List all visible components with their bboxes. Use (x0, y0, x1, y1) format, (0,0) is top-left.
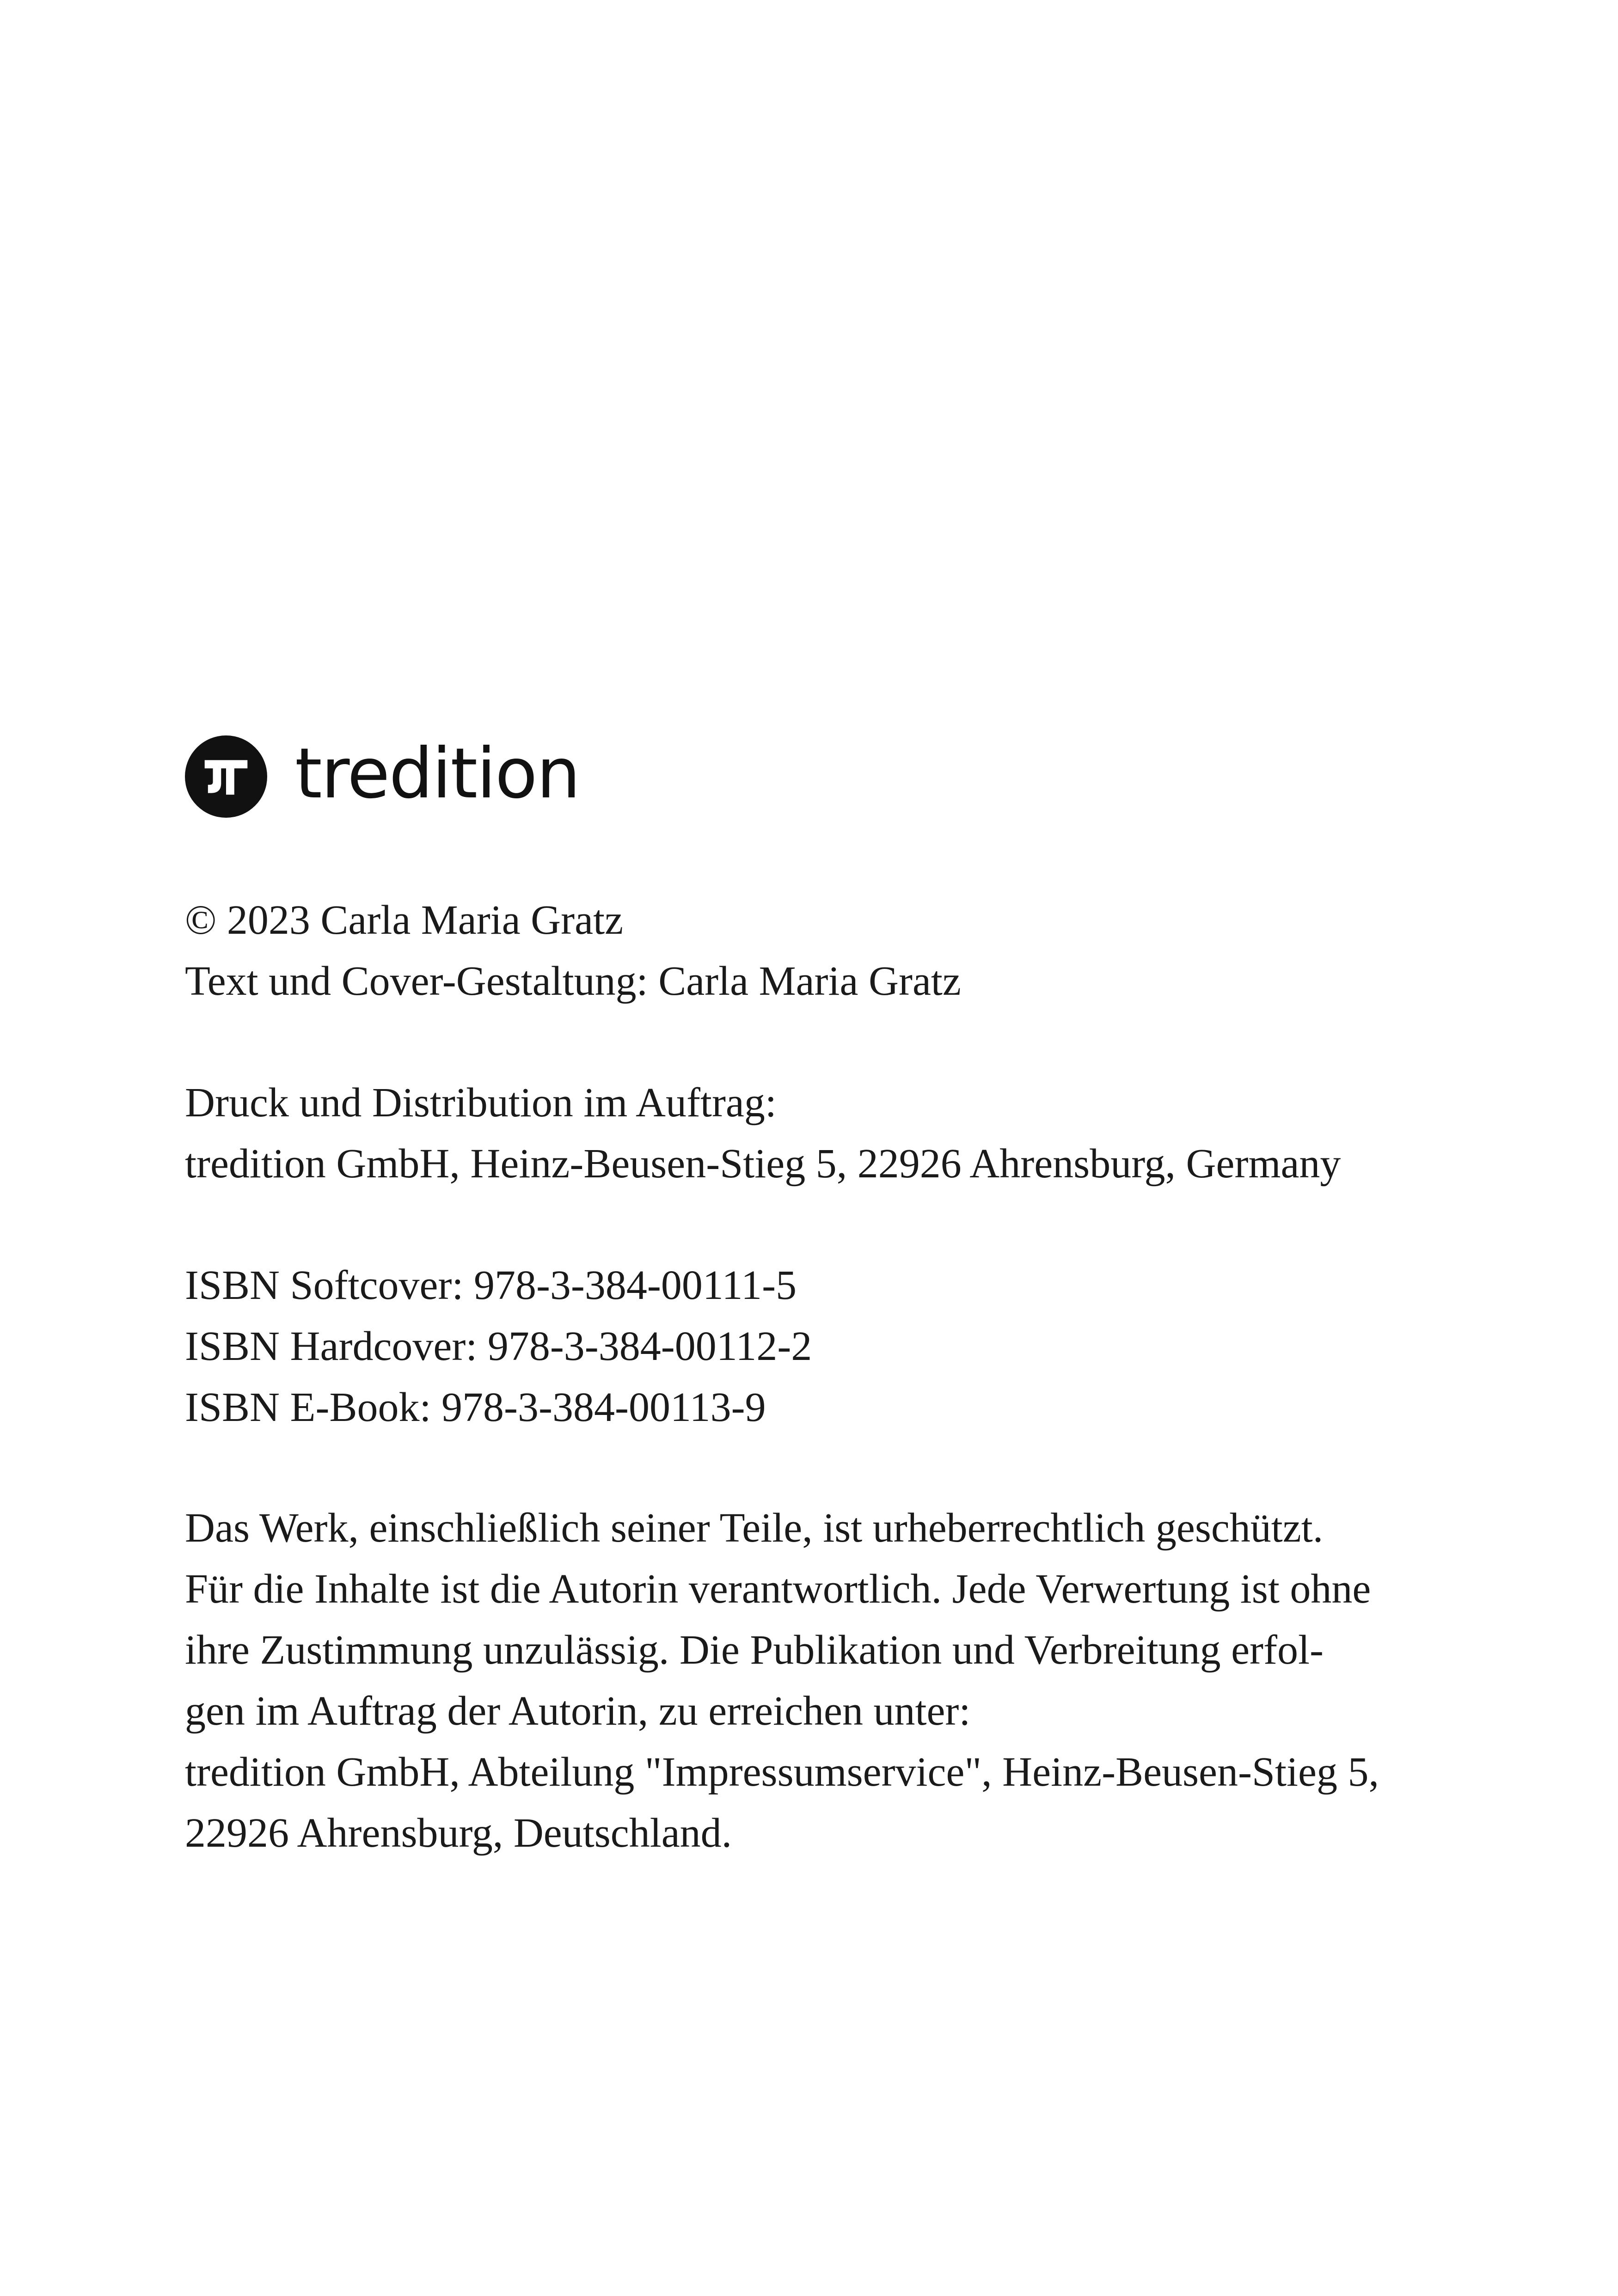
copyright-block (185, 890, 1479, 1012)
brand-wordmark: tredition (295, 734, 580, 814)
publisher-address: tredition GmbH, Heinz-Beusen-Stieg 5, 22926 Ahrensburg, Germany (185, 1141, 1341, 1187)
legal-notice-block (185, 1498, 1479, 1864)
isbn-block (185, 1255, 1479, 1438)
legal-line: tredition GmbH, Abteilung "Impressumservice", Heinz-Beusen-Stieg 5, (185, 1749, 1379, 1795)
tredition-logo-icon (185, 735, 267, 818)
legal-line: 22926 Ahrensburg, Deutschland. (185, 1810, 732, 1856)
design-credit-line: Text und Cover-Gestaltung: Carla Maria Gratz (185, 958, 961, 1004)
print-distribution-block (185, 1072, 1479, 1194)
copyright-line: © 2023 Carla Maria Gratz (185, 897, 624, 943)
publisher-logo (185, 735, 580, 818)
print-distribution-label: Druck und Distribution im Auftrag: (185, 1080, 777, 1126)
isbn-softcover: ISBN Softcover: 978-3-384-00111-5 (185, 1262, 797, 1308)
isbn-ebook: ISBN E-Book: 978-3-384-00113-9 (185, 1384, 766, 1430)
legal-line: Das Werk, einschließlich seiner Teile, ist urheberrechtlich geschützt. (185, 1505, 1324, 1551)
isbn-hardcover: ISBN Hardcover: 978-3-384-00112-2 (185, 1323, 812, 1369)
legal-line: gen im Auftrag der Autorin, zu erreichen unter: (185, 1688, 971, 1734)
legal-line: Für die Inhalte ist die Autorin verantwortlich. Jede Verwertung ist ohne (185, 1566, 1371, 1612)
legal-line: ihre Zustimmung unzulässig. Die Publikation und Verbreitung erfol- (185, 1627, 1324, 1673)
